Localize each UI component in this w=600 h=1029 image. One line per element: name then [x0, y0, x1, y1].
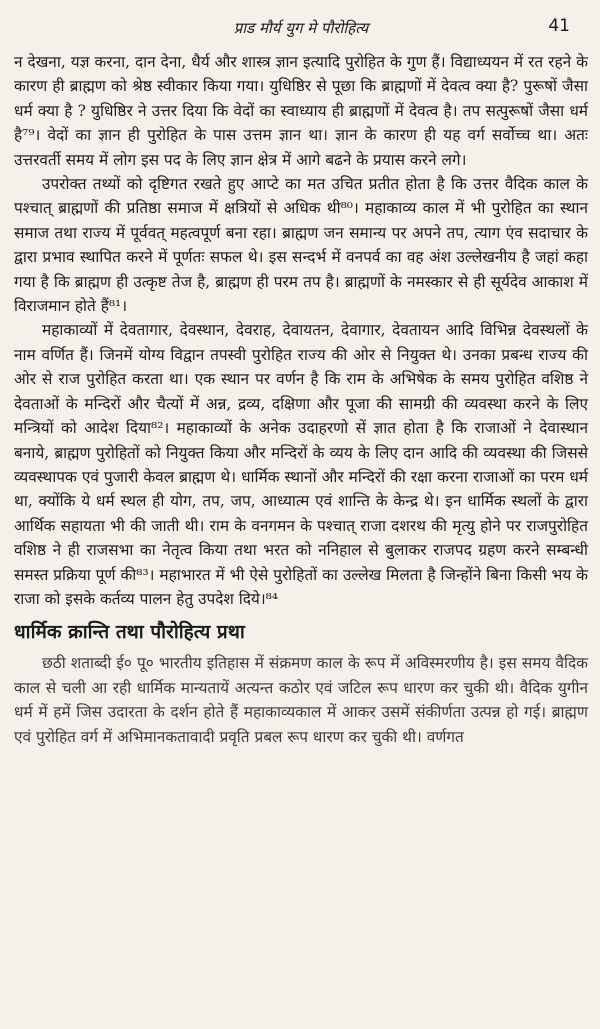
page-number: 41 — [548, 16, 570, 36]
paragraph-1: न देखना, यज्ञ करना, दान देना, धैर्य और शास्त्र ज्ञान इत्यादि पुरोहित के गुण हैं। विद्याध्ययन में रत रहने के कारण ही ब्राह्मण को श्रेष्ठ स्वीकार किया गया। युधिष्ठिर से पूछा कि ब्राह्मणों में देवत्व क्या है? पुरूषों जैसा धर्म क्या है ? युधिष्ठिर ने उत्तर दिया कि वेदों का स्वाध्याय ही ब्राह्मणों में देवत्व है। तप सत्पुरूषों जैसा धर्म है⁷⁹। वेदों का ज्ञान ही पुरोहित के पास उत्तम ज्ञान था। ज्ञान के कारण ही यह वर्ग सर्वोच्च था। अतः उत्तरवर्ती समय में लोग इस पद के लिए ज्ञान क्षेत्र में आगे बढने के प्रयास करने लगे। — [14, 53, 588, 169]
section-paragraph: छठी शताब्दी ई० पू० भारतीय इतिहास में संक्रमण काल के रूप में अविस्मरणीय है। इस समय वैदिक काल से चली आ रही धार्मिक मान्यतायें अत्यन्त कठोर एवं जटिल रूप धारण कर चुकी थी। वैदिक युगीन धर्म में हमें जिस उदारता के दर्शन होते हैं महाकाव्यकाल में आकर उसमें संकीर्णता उत्पन्न हो गई। ब्राह्मण एवं पुरोहित वर्ग में अभिमानकतावादी प्रवृति प्रबल रूप धारण कर चुकी थी। वर्णगत — [14, 654, 588, 746]
running-title: प्राड मौर्य युग मे पौरोहित्य — [233, 19, 369, 37]
paragraph-3: महाकाव्यों में देवतागार, देवस्थान, देवराह, देवायतन, देवागार, देवतायन आदि विभिन्न देवस्थलों के नाम वर्णित हैं। जिनमें योग्य विद्वान तपस्वी पुरोहित राज्य की ओर से नियुक्त थे। उनका प्रबन्ध राज्य की ओर से राज पुरोहित करता था। एक स्थान पर वर्णन है कि राम के अभिषेक के समय पुरोहित वशिष्ठ ने देवताओं के मन्दिरों और चैत्यों में अन्न, द्रव्य, दक्षिणा और पूजा की सामग्री की व्यवस्था करने के लिए मन्त्रियों को आदेश दिया⁸²। महाकाव्यों के अनेक उदाहरणो सें ज्ञात होता है कि राजाओं ने देवास्थान बनाये, ब्राह्मण पुरोहितों को नियुक्त किया और मन्दिरों के व्यय के लिए दान आदि की व्यवस्था की जिससे व्यवस्थापक एवं पुजारी केवल ब्राह्मण थे। धार्मिक स्थानों और मन्दिरों की रक्षा करना राजाओं का परम धर्म था, क्योंकि ये धर्म स्थल ही योग, तप, जप, आध्यात्म एवं शान्ति के केन्द्र थे। इन धार्मिक स्थलों के द्वारा आर्थिक सहायता भी की जाती थी। राम के वनगमन के पश्चात् राजा दशरथ की मृत्यु होने पर राजपुरोहित वशिष्ठ ने ही राजसभा का नेतृत्व किया तथा भरत को ननिहाल से बुलाकर राजपद ग्रहण करने सम्बन्धी समस्त प्रक्रिया पूर्ण की⁸³। महाभारत में भी ऐसे पुरोहितों का उल्लेख मिलता है जिन्होंने बिना किसी भय के राजा को इसके कर्तव्य पालन हेतु उपदेश दिये।⁸⁴ — [14, 321, 588, 608]
section-heading: धार्मिक क्रान्ति तथा पौरोहित्य प्रथा — [14, 621, 245, 644]
paragraph-2: उपरोक्त तथ्यों को दृष्टिगत रखते हुए आप्टे का मत उचित प्रतीत होता है कि उत्तर वैदिक काल के पश्चात् ब्राह्मणों की प्रतिष्ठा समाज में क्षत्रियों से अधिक थी⁸⁰। महाकाव्य काल में भी पुरोहित का स्थान समाज तथा राज्य में पूर्ववत् महत्वपूर्ण बना रहा। ब्राह्मण जन समान्य पर अपने तप, त्याग एंव सदाचार के द्वारा प्रभाव स्थापित करने में पूर्णतः सफल थे। इस सन्दर्भ में वनपर्व का वह अंश उल्लेखनीय है जहां कहा गया है कि ब्राह्मण ही उत्कृष्ट तेज है, ब्राह्मण ही परम तप है। ब्राह्मणों के नमस्कार से ही सूर्यदेव आकाश में विराजमान होते हैं⁸¹। — [14, 175, 588, 316]
running-header — [14, 10, 588, 50]
